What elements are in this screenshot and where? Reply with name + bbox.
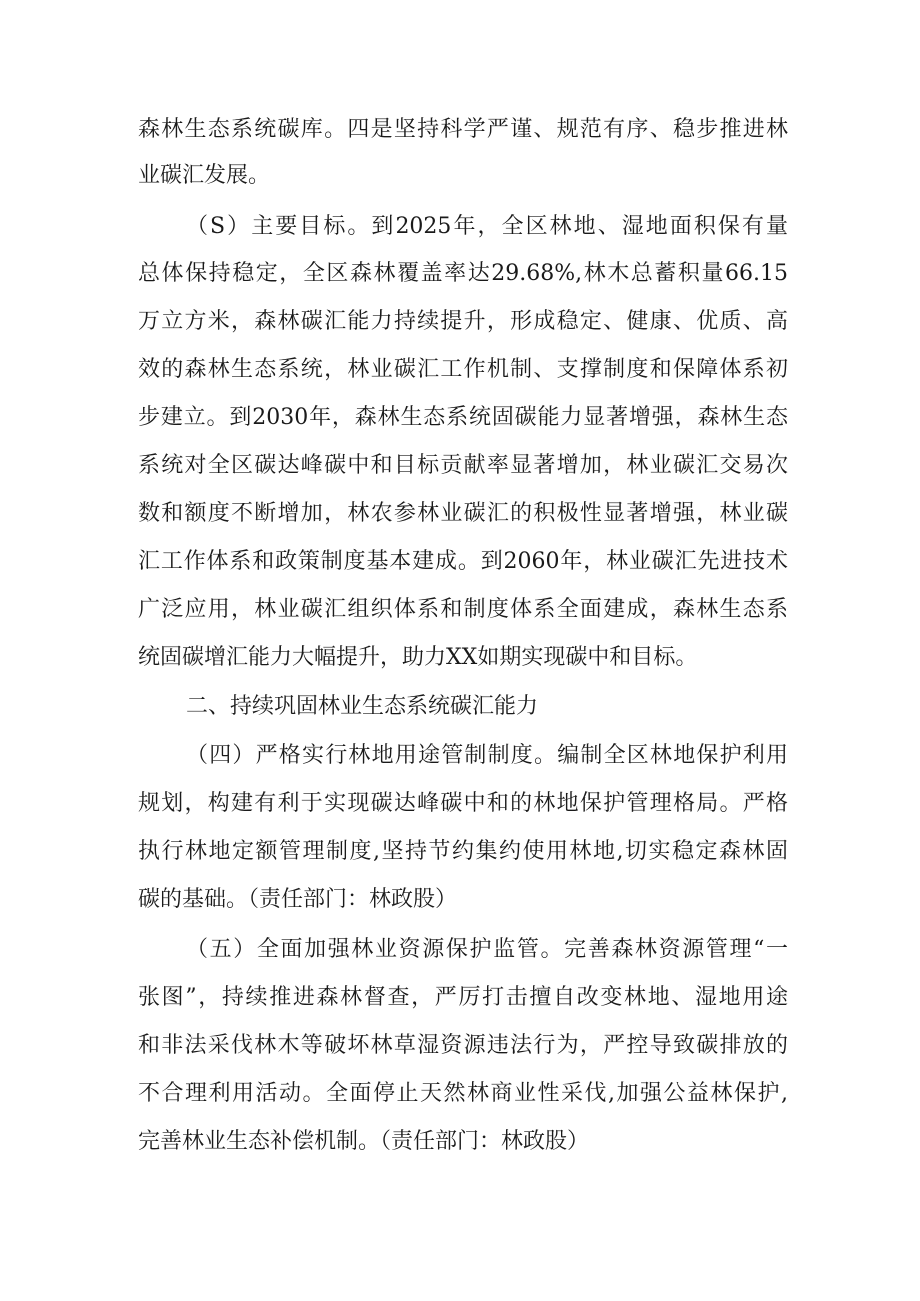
paragraph-line: （五）全面加强林业资源保护监管。完善森林资源管理“一 xyxy=(186,937,788,962)
paragraph-line: 森林生态系统碳库。四是坚持科学严谨、规范有序、稳步推进林 xyxy=(138,117,788,142)
paragraph-line: 步建立。到2030年，森林生态系统固碳能力显著增强，森林生态 xyxy=(138,405,788,430)
paragraph-line: 不合理利用活动。全面停止天然林商业性采伐,加强公益林保护, xyxy=(138,1081,788,1106)
paragraph-line: 统固碳增汇能力大幅提升，助力XX如期实现碳中和目标。 xyxy=(138,645,698,670)
paragraph-line: 执行林地定额管理制度,坚持节约集约使用林地,切实稳定森林固 xyxy=(138,839,788,864)
paragraph-line: 效的森林生态系统，林业碳汇工作机制、支撑制度和保障体系初 xyxy=(138,357,788,382)
paragraph-line: 和非法采伐林木等破坏林草湿资源违法行为，严控导致碳排放的 xyxy=(138,1033,788,1058)
paragraph-line: 业碳汇发展。 xyxy=(138,163,271,188)
paragraph-line: 规划，构建有利于实现碳达峰碳中和的林地保护管理格局。严格 xyxy=(138,791,788,816)
paragraph-line: 完善林业生态补偿机制。（责任部门：林政股） xyxy=(138,1129,590,1154)
paragraph-line: 总体保持稳定，全区森林覆盖率达29.68%,林木总蓄积量66.15 xyxy=(138,261,788,286)
paragraph-line: （S）主要目标。到2025年，全区林地、湿地面积保有量 xyxy=(186,214,788,239)
paragraph-line: 万立方米，森林碳汇能力持续提升，形成稳定、健康、优质、高 xyxy=(138,309,788,334)
paragraph-line: 张图”，持续推进森林督查，严厉打击擅自改变林地、湿地用途 xyxy=(138,985,788,1010)
paragraph-line: 汇工作体系和政策制度基本建成。到2060年，林业碳汇先进技术 xyxy=(138,549,788,574)
paragraph-line: （四）严格实行林地用途管制制度。编制全区林地保护利用 xyxy=(186,743,788,768)
section-heading: 二、持续巩固林业生态系统碳汇能力 xyxy=(186,694,539,719)
paragraph-line: 广泛应用，林业碳汇组织体系和制度体系全面建成，森林生态系 xyxy=(138,597,788,622)
paragraph-line: 碳的基础。（责任部门：林政股） xyxy=(138,887,458,912)
paragraph-line: 系统对全区碳达峰碳中和目标贡献率显著增加，林业碳汇交易次 xyxy=(138,453,788,478)
paragraph-line: 数和额度不断增加，林农参林业碳汇的积极性显著增强，林业碳 xyxy=(138,501,788,526)
